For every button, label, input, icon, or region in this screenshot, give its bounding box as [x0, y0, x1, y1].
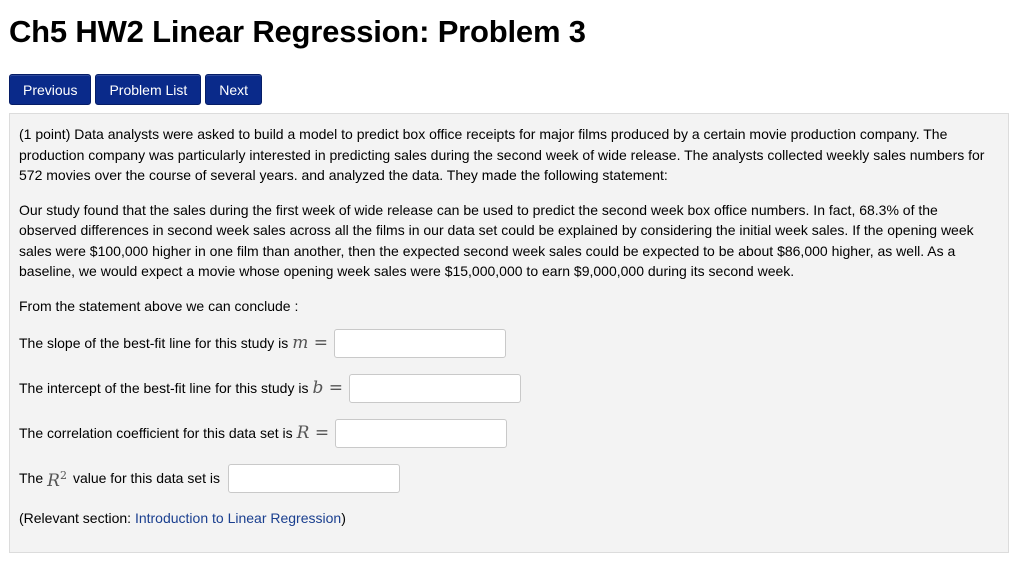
- problem-intro: (1 point) Data analysts were asked to build a model to predict box office receipts for major films produced by a certain movie production company. The production company was particularly interested in predicting sales during the second week of wide release. The analysts collected weekly sales numbers for 572 movies over the course of several years. and analyzed the data. They made the following statement:: [19, 126, 985, 183]
- slope-label: The slope of the best-fit line for this study is: [19, 335, 289, 352]
- equals-sign: =: [328, 378, 344, 399]
- page-title: Ch5 HW2 Linear Regression: Problem 3: [9, 14, 586, 49]
- correlation-variable: R: [296, 423, 310, 444]
- slope-input[interactable]: [334, 329, 506, 358]
- r-squared-exponent: 2: [59, 468, 67, 482]
- r-squared-question: [19, 463, 999, 494]
- r-squared-prefix: The: [19, 470, 44, 487]
- relevant-section-link[interactable]: Introduction to Linear Regression: [134, 510, 342, 526]
- slope-variable: m: [292, 333, 309, 354]
- relevant-suffix: ): [341, 510, 346, 526]
- equals-sign: =: [314, 423, 330, 444]
- r-squared-variable: R: [47, 470, 60, 491]
- r-squared-suffix: value for this data set is: [72, 470, 221, 487]
- problem-nav: [9, 74, 262, 105]
- intercept-question: [19, 373, 999, 404]
- intercept-variable: b: [312, 378, 324, 399]
- correlation-label: The correlation coefficient for this data set is: [19, 425, 293, 442]
- slope-question: [19, 328, 999, 359]
- intercept-math: [312, 378, 343, 399]
- intercept-input[interactable]: [349, 374, 521, 403]
- correlation-math: [297, 423, 329, 444]
- previous-button[interactable]: Previous: [9, 74, 91, 105]
- correlation-input[interactable]: [335, 419, 507, 448]
- r-squared-math: [47, 466, 67, 492]
- conclude-text: From the statement above we can conclude :: [19, 297, 299, 314]
- problem-list-button[interactable]: Problem List: [95, 74, 201, 105]
- relevant-section: [19, 508, 999, 529]
- intercept-label: The intercept of the best-fit line for this study is: [19, 380, 309, 397]
- next-button[interactable]: Next: [205, 74, 262, 105]
- problem-statement: Our study found that the sales during the first week of wide release can be used to predict the second week box office numbers. In fact, 68.3% of the observed differences in second week sales across all the films in our data set could be explained by considering the initial week sales. If the opening week sales were $100,000 higher in one film than another, then the expected second week sales could be expected to be about $86,000 higher, as well. As a baseline, we would expect a movie whose opening week sales were $15,000,000 to earn $9,000,000 during its second week.: [19, 201, 974, 279]
- relevant-prefix: (Relevant section:: [19, 510, 135, 526]
- equals-sign: =: [313, 333, 329, 354]
- r-squared-input[interactable]: [228, 464, 400, 493]
- correlation-question: [19, 418, 999, 449]
- problem-panel: [9, 113, 1009, 553]
- slope-math: [292, 333, 328, 354]
